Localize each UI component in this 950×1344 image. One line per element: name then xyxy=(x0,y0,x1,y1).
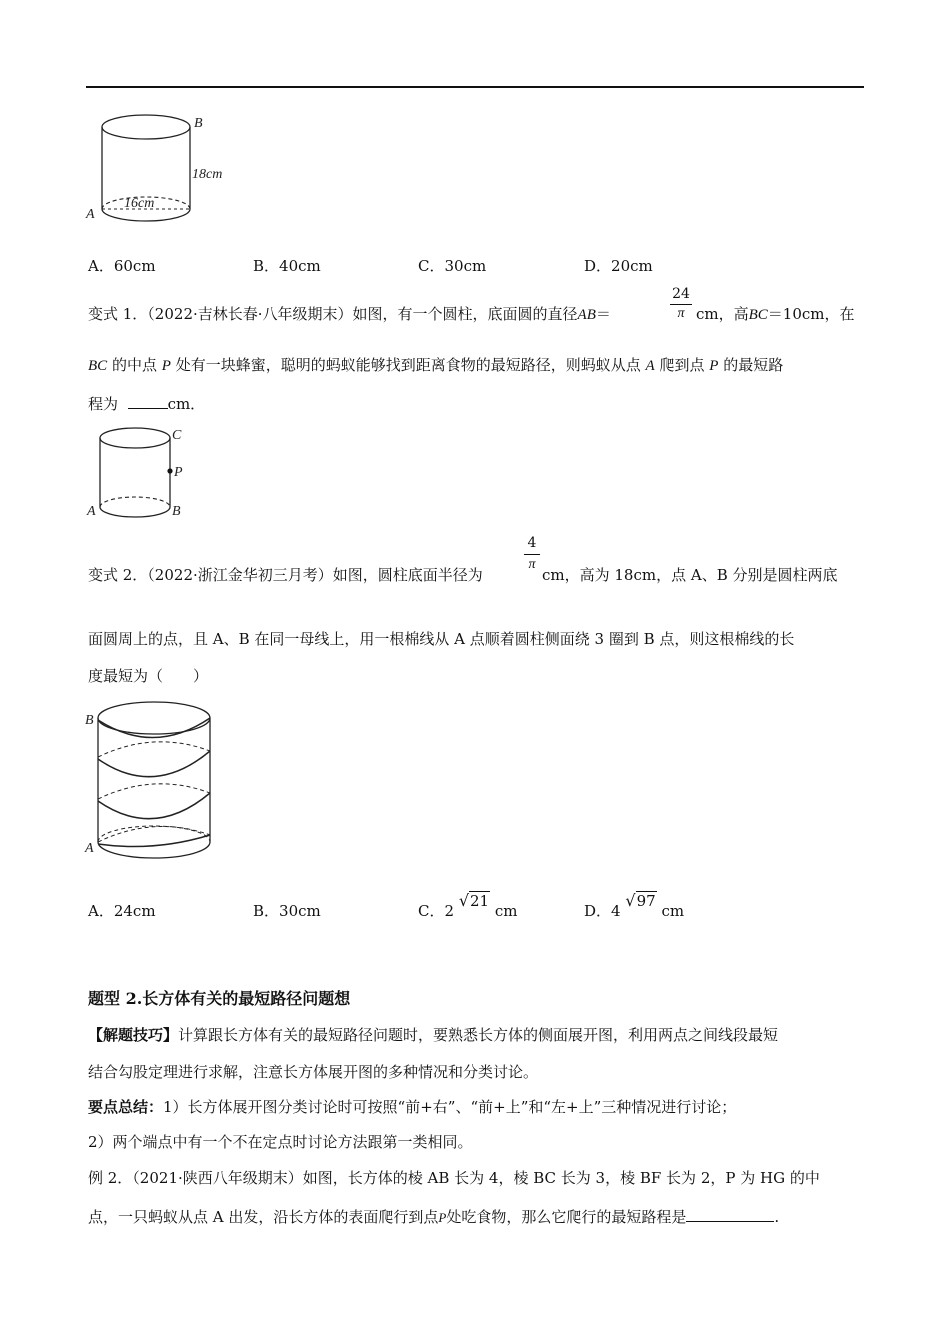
variant2-line1b: cm，高为 18cm，点 A、B 分别是圆柱两底 xyxy=(542,566,838,584)
variant1-line2: BC 的中点 P 处有一块蜂蜜，聪明的蚂蚁能够找到距离食物的最短路径，则蚂蚁从点 A 爬到点 P 的最短路 xyxy=(88,356,784,374)
option-a: A．60cm xyxy=(88,257,156,275)
option-b: B．40cm xyxy=(253,257,321,275)
option2-a: A．24cm xyxy=(88,902,156,920)
fig3-label-a: A xyxy=(85,841,94,856)
variant2-line3: 度最短为（ ） xyxy=(88,667,209,685)
sqrt-97: √97 xyxy=(625,891,656,910)
option-d: D．20cm xyxy=(584,257,653,275)
frac-denominator: π xyxy=(670,304,692,322)
cylinder-figure-1 xyxy=(84,108,244,228)
fig1-label-a: A xyxy=(86,207,95,222)
variant1-fraction xyxy=(670,286,692,322)
fig1-label-b: B xyxy=(194,116,203,131)
fig1-diameter-label: 16cm xyxy=(124,196,155,211)
option-c: C．30cm xyxy=(418,257,487,275)
key-line2: 2）两个端点中有一个不在定点时讨论方法跟第一类相同。 xyxy=(88,1133,473,1151)
tip-line2: 结合勾股定理进行求解，注意长方体展开图的多种情况和分类讨论。 xyxy=(88,1063,539,1081)
variant1-line1: 变式 1．（2022·吉林长春·八年级期末）如图，有一个圆柱，底面圆的直径AB＝ xyxy=(88,305,611,323)
variant1-line3: 程为 cm． xyxy=(88,395,206,413)
sqrt-21: √21 xyxy=(458,891,490,910)
frac-numerator: 4 xyxy=(527,535,537,551)
section-title: 题型 2.长方体有关的最短路径问题想 xyxy=(88,989,351,1008)
example-line2: 点，一只蚂蚁从点 A 出发，沿长方体的表面爬行到点P处吃食物，那么它爬行的最短路程是 . xyxy=(88,1208,780,1226)
option2-d: D．4 √97 cm xyxy=(584,891,685,920)
example-answer-blank[interactable] xyxy=(686,1221,774,1222)
cylinder-figure-2 xyxy=(84,424,194,524)
variant2-fraction xyxy=(524,535,540,573)
fig2-label-p: P xyxy=(174,465,183,480)
variant1-line1-end: cm，高BC＝10cm，在 xyxy=(696,305,855,323)
header-rule xyxy=(86,86,864,88)
example-line1: 例 2．（2021·陕西八年级期末）如图，长方体的棱 AB 长为 4，棱 BC 长为 3，棱 BF 长为 2，P 为 HG 的中 xyxy=(88,1169,820,1187)
variant2-line2: 面圆周上的点，且 A、B 在同一母线上，用一根棉线从 A 点顺着圆柱侧面绕 3 圈到 B 点，则这根棉线的长 xyxy=(88,630,795,648)
fig1-height-label: 18cm xyxy=(192,167,223,182)
option2-c: C．2 √21 cm xyxy=(418,891,518,920)
answer-blank[interactable] xyxy=(128,408,168,409)
tip-line1: 【解题技巧】计算跟长方体有关的最短路径问题时，要熟悉长方体的侧面展开图，利用两点之间线段最短 xyxy=(88,1026,779,1044)
key-line1: 要点总结：1）长方体展开图分类讨论时可按照“前+右”、“前+上”和“左+上”三种情况进行讨论； xyxy=(88,1098,737,1116)
fig2-label-b: B xyxy=(172,504,181,519)
fig2-label-a: A xyxy=(87,504,96,519)
option2-b: B．30cm xyxy=(253,902,321,920)
frac-numerator: 24 xyxy=(672,286,690,302)
fig3-label-b: B xyxy=(85,713,94,728)
frac-denominator: π xyxy=(524,554,540,573)
variant2-line1a: 变式 2．（2022·浙江金华初三月考）如图，圆柱底面半径为 xyxy=(88,566,483,584)
spiral-cylinder-figure xyxy=(84,694,224,866)
fig2-label-c: C xyxy=(172,428,182,443)
